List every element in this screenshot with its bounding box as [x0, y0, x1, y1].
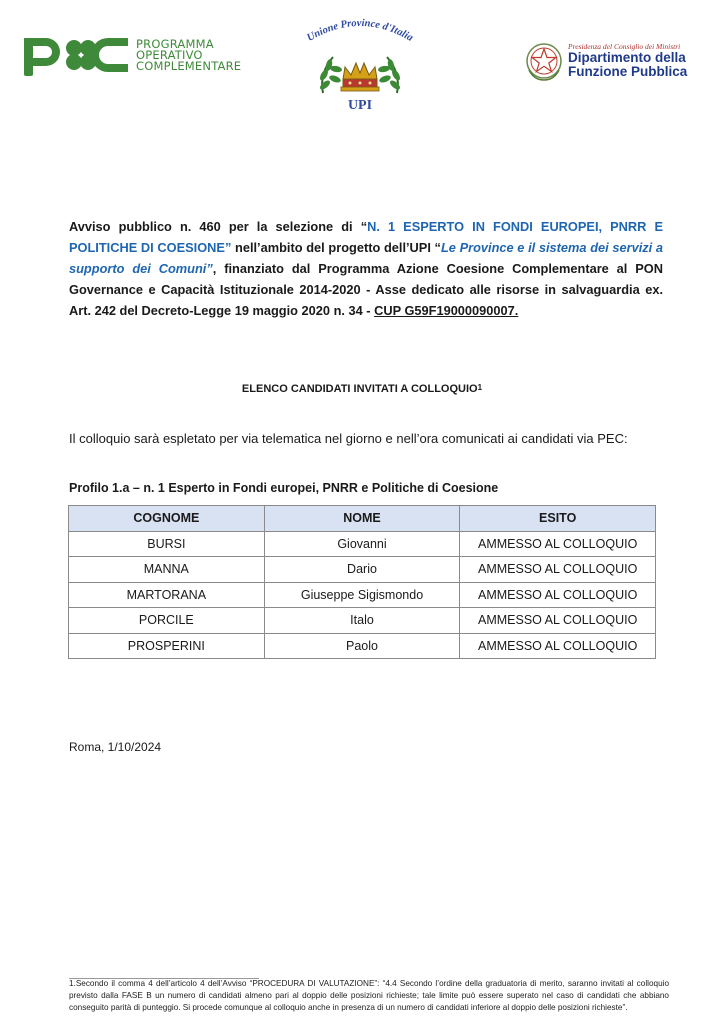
crown-laurel-icon [315, 49, 405, 97]
intro-text-2: nell’ambito del progetto dell’UPI “ [231, 240, 441, 255]
svg-text:Unione Province d'Italia: Unione Province d'Italia [305, 17, 415, 44]
cell-cognome: BURSI [69, 531, 265, 557]
footnote: 1.Secondo il comma 4 dell’articolo 4 dell’Avviso “PROCEDURA DI VALUTAZIONE”: “4.4 Secondo l’ordine della graduatoria di merito, saranno invitati al colloquio previsto dalla FASE B un numero di candidati almeno pari al doppio delle posizioni richieste; tale limite può essere superato nel caso di candidati che abbiano conseguito parità di punteggio. Si procede comunque al colloquio anche in presenza di un numero di candidati inferiore al doppio delle posizioni richieste”. [69, 979, 669, 1012]
upi-logo-arc-text [300, 16, 420, 44]
profile-heading: Profilo 1.a – n. 1 Esperto in Fondi europei, PNRR e Politiche di Coesione [69, 481, 499, 495]
dfp-logo-title-1: Dipartimento della [568, 50, 686, 65]
table-row [69, 608, 656, 634]
upi-logo-name: UPI [347, 98, 373, 113]
cell-cognome: MANNA [69, 557, 265, 583]
header-esito: ESITO [460, 506, 656, 532]
cell-cognome: PROSPERINI [69, 633, 265, 659]
poc-logo [22, 30, 252, 80]
cell-esito: AMMESSO AL COLLOQUIO [460, 608, 656, 634]
cell-esito: AMMESSO AL COLLOQUIO [460, 633, 656, 659]
table-row [69, 557, 656, 583]
interview-note: Il colloquio sarà espletato per via telematica nel giorno e nell’ora comunicati ai candidati via PEC: [69, 431, 628, 446]
document-date: Roma, 1/10/2024 [69, 740, 162, 754]
cell-cognome: PORCILE [69, 608, 265, 634]
cell-esito: AMMESSO AL COLLOQUIO [460, 582, 656, 608]
candidates-table [68, 505, 656, 659]
dfp-logo-subtitle: Presidenza del Consiglio dei Ministri [568, 42, 681, 51]
intro-text-3: , finanziato dal Programma Azione Coesione Complementare al PON Governance e Capacità Istituzionale 2014-2020 - Asse dedicato alle risorse in salvaguardia ex. Art. 242 del Decreto-Legge 19 maggio 2020 n. 34 - [69, 261, 663, 318]
header-nome: NOME [264, 506, 460, 532]
list-title: ELENCO CANDIDATI INVITATI A COLLOQUIO$^1$ [241, 383, 483, 395]
cell-nome: Italo [264, 608, 460, 634]
table-row [69, 633, 656, 659]
dfp-logo-title-2: Funzione Pubblica [568, 64, 688, 79]
cell-nome: Dario [264, 557, 460, 583]
intro-text-1: Avviso pubblico n. 460 per la selezione di “ [69, 219, 368, 234]
funzione-pubblica-logo [526, 40, 706, 90]
poc-logo-text: PROGRAMMA OPERATIVO COMPLEMENTARE [136, 36, 242, 73]
table-row [69, 582, 656, 608]
upi-logo [300, 16, 420, 116]
table-header-row [69, 506, 656, 532]
cup-code: CUP G59F19000090007. [374, 303, 519, 318]
cell-cognome: MARTORANA [69, 582, 265, 608]
cell-nome: Giuseppe Sigismondo [264, 582, 460, 608]
project-title: Le Province e il sistema dei servizi a supporto dei Comuni” [69, 240, 663, 276]
poc-logo-mark [22, 32, 130, 78]
cell-nome: Giovanni [264, 531, 460, 557]
cell-nome: Paolo [264, 633, 460, 659]
cell-esito: AMMESSO AL COLLOQUIO [460, 531, 656, 557]
header-cognome: COGNOME [69, 506, 265, 532]
notice-intro [69, 216, 663, 321]
table-row [69, 531, 656, 557]
italian-emblem-icon [526, 40, 562, 82]
cell-esito: AMMESSO AL COLLOQUIO [460, 557, 656, 583]
footnote-ref: 1 [477, 383, 483, 392]
position-title: N. 1 ESPERTO IN FONDI EUROPEI, PNRR E POLITICHE DI COESIONE” [69, 219, 664, 255]
